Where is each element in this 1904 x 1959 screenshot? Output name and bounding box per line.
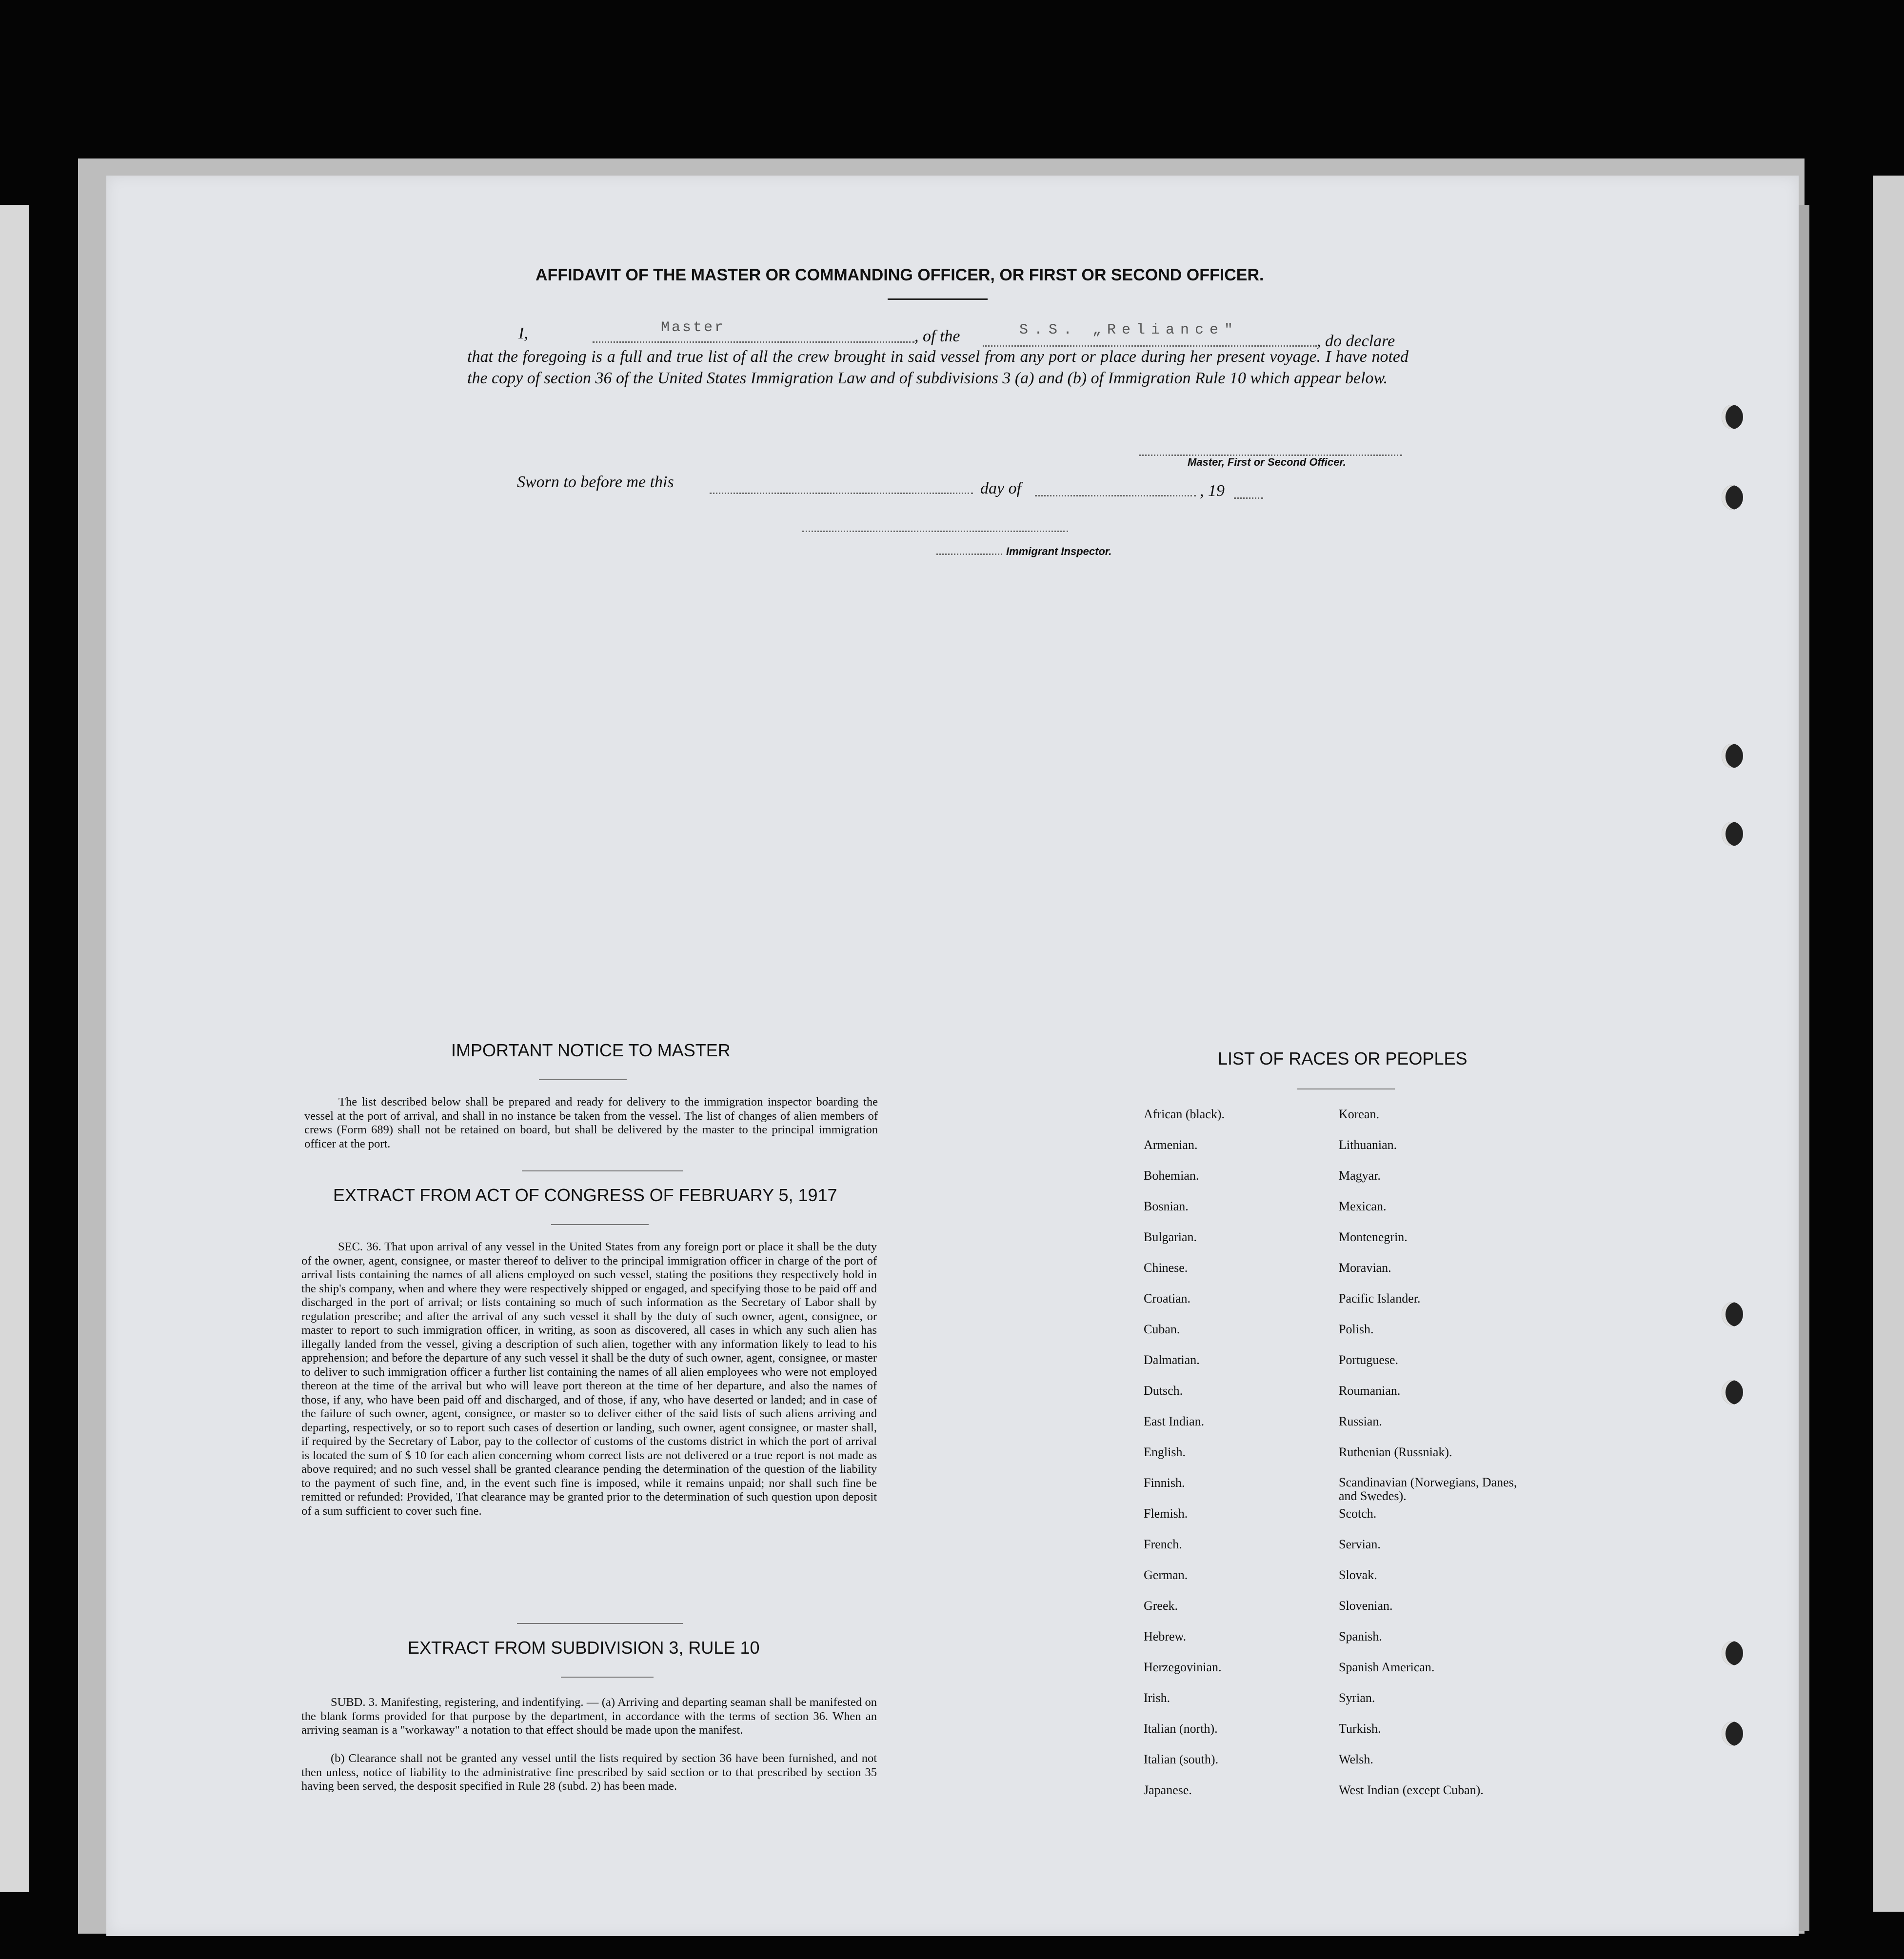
rule-text-a: SUBD. 3. Manifesting, registering, and indentifying. — (a) Arriving and departing seaman shall be manifested on the blank forms provided for that purpose by the department, in accordance with the terms of section 36. When an arriving seaman is a "workaway" a notation to that effect should be made upon the manifest. bbox=[301, 1696, 877, 1737]
race-item: English. bbox=[1144, 1445, 1186, 1459]
officer-signature-caption: Master, First or Second Officer. bbox=[1188, 456, 1346, 468]
race-item: Magyar. bbox=[1339, 1168, 1381, 1183]
race-item: Italian (north). bbox=[1144, 1722, 1218, 1736]
binder-hole bbox=[1722, 744, 1743, 768]
day-fill-line bbox=[710, 493, 973, 494]
race-item: Finnish. bbox=[1144, 1476, 1185, 1490]
master-fill-line bbox=[593, 341, 914, 343]
race-item: Ruthenian (Russniak). bbox=[1339, 1445, 1452, 1459]
notice-text: The list described below shall be prepared and ready for delivery to the immigration inspector boarding the vessel at the port of arrival, and shall in no instance be taken from the vessel. The list of changes of alien members of crews (Form 689) shall not be retained on board, but shall be delivered by the master to the principal immigration officer at the port. bbox=[304, 1095, 878, 1150]
typed-vessel-name: S.S. „Reliance" bbox=[1019, 322, 1239, 338]
notice-title: IMPORTANT NOTICE TO MASTER bbox=[451, 1040, 731, 1060]
race-item: Chinese. bbox=[1144, 1261, 1188, 1275]
document-page bbox=[106, 176, 1799, 1936]
affidavit-i: I, bbox=[518, 324, 528, 342]
race-item: Scandinavian (Norwegians, Danes, and Swedes). bbox=[1339, 1475, 1517, 1503]
race-item: German. bbox=[1144, 1568, 1188, 1582]
race-item: Herzegovinian. bbox=[1144, 1660, 1222, 1674]
race-item: Hebrew. bbox=[1144, 1629, 1187, 1643]
races-title: LIST OF RACES OR PEOPLES bbox=[1218, 1049, 1468, 1069]
page-stack-edge bbox=[1799, 205, 1809, 1931]
typed-master: Master bbox=[661, 319, 726, 336]
race-item: Slovak. bbox=[1339, 1568, 1377, 1582]
race-item: Turkish. bbox=[1339, 1722, 1381, 1736]
race-item: Pacific Islander. bbox=[1339, 1291, 1421, 1306]
of-the-text: , of the bbox=[914, 327, 960, 345]
binder-hole bbox=[1722, 405, 1743, 429]
race-item: Bohemian. bbox=[1144, 1168, 1199, 1183]
race-item: Slovenian. bbox=[1339, 1599, 1393, 1613]
races-rule bbox=[1297, 1088, 1395, 1089]
notice-separator bbox=[522, 1170, 683, 1171]
binder-hole bbox=[1722, 1302, 1743, 1326]
race-item: Welsh. bbox=[1339, 1752, 1373, 1766]
title-underline bbox=[888, 298, 988, 300]
race-item: Greek. bbox=[1144, 1599, 1178, 1613]
race-item: Italian (south). bbox=[1144, 1752, 1219, 1766]
race-item: Montenegrin. bbox=[1339, 1230, 1408, 1244]
binder-hole bbox=[1722, 485, 1743, 510]
race-item: French. bbox=[1144, 1537, 1182, 1551]
inspector-short-line bbox=[936, 554, 1002, 555]
race-item: East Indian. bbox=[1144, 1414, 1205, 1428]
race-item: Mexican. bbox=[1339, 1199, 1387, 1213]
race-item: Spanish American. bbox=[1339, 1660, 1435, 1674]
race-item: Russian. bbox=[1339, 1414, 1382, 1428]
act-rule bbox=[551, 1224, 649, 1225]
scan-left-margin bbox=[0, 205, 29, 1892]
do-declare-text: , do declare bbox=[1317, 332, 1395, 350]
race-item: Dutsch. bbox=[1144, 1384, 1183, 1398]
race-item: Japanese. bbox=[1144, 1783, 1192, 1797]
races-right-column bbox=[1339, 1107, 1529, 1814]
binder-hole bbox=[1722, 1641, 1743, 1665]
race-item: Polish. bbox=[1339, 1322, 1374, 1336]
race-item: Cuban. bbox=[1144, 1322, 1180, 1336]
sworn-text: Sworn to before me this bbox=[517, 473, 674, 491]
race-item: Dalmatian. bbox=[1144, 1353, 1200, 1367]
affidavit-title: AFFIDAVIT OF THE MASTER OR COMMANDING OFFICER, OR FIRST OR SECOND OFFICER. bbox=[536, 266, 1264, 284]
race-item: African (black). bbox=[1144, 1107, 1225, 1121]
scan-right-margin bbox=[1873, 176, 1904, 1912]
race-item: Scotch. bbox=[1339, 1506, 1377, 1521]
race-item: Irish. bbox=[1144, 1691, 1170, 1705]
affidavit-statement: that the foregoing is a full and true list of all the crew brought in said vessel from any port or place during her present voyage. I have noted the copy of section 36 of the United States Immigration Law and of subdivisions 3 (a) and (b) of Immigration Rule 10 which appear below. bbox=[467, 348, 1408, 387]
race-item: Syrian. bbox=[1339, 1691, 1375, 1705]
race-item: Moravian. bbox=[1339, 1261, 1391, 1275]
binder-hole bbox=[1722, 1380, 1743, 1405]
year-fill-line bbox=[1234, 497, 1263, 499]
race-item: Roumanian. bbox=[1339, 1384, 1401, 1398]
race-item: Spanish. bbox=[1339, 1629, 1382, 1643]
rule-rule bbox=[561, 1677, 654, 1678]
binder-hole bbox=[1722, 822, 1743, 846]
act-separator bbox=[517, 1623, 683, 1624]
month-fill-line bbox=[1035, 495, 1196, 496]
year-prefix: , 19 bbox=[1200, 482, 1225, 500]
race-item: Servian. bbox=[1339, 1537, 1381, 1551]
race-item: Bulgarian. bbox=[1144, 1230, 1197, 1244]
race-item: Lithuanian. bbox=[1339, 1138, 1397, 1152]
rule-title: EXTRACT FROM SUBDIVISION 3, RULE 10 bbox=[408, 1638, 760, 1658]
race-item: Portuguese. bbox=[1339, 1353, 1399, 1367]
act-text: SEC. 36. That upon arrival of any vessel in the United States from any foreign port or place it shall be the duty of the owner, agent, consignee, or master thereof to deliver to the principal immigration officer in charge of the port of arrival lists containing the names of all aliens employed on such vessel, stating the positions they respectively hold in the ship's company, when and where they were respectively shipped or engaged, and specifying those to be paid off and discharged in the port of arrival; or lists containing so much of such information as the Secretary of Labor shall by regulation prescribe; and after the arrival of any such vessel it shall by the duty of such owner, agent, consignee, or master to report to such immigration officer, in writing, as soon as discovered, all cases in which any such alien has illegally landed from the vessel, giving a description of such alien, together with any information likely to lead to his apprehension; and before the departure of any such vessel it shall be the duty of such owner, agent, consignee, or master to deliver to such immigration officer a further list containing the names of all alien employees who were not employed thereon at the time of the arrival but who will leave port thereon at the time of her departure, and also the names of those, if any, who have been paid off and discharged, and of those, if any, who have deserted or landed; and in case of the failure of such owner, agent, consignee, or master so to deliver either of the said lists of such aliens arriving and departing, respectively, or so to report such cases of desertion or landing, such owner, agent consignee, or master shall, if required by the Secretary of Labor, pay to the collector of customs of the customs district in which the port of arrival is located the sum of $ 10 for each alien concerning whom correct lists are not delivered or a true report is not made as above required; and no such vessel shall be granted clearance pending the determination of the question of the liability to the payment of such fine, and, in the event such fine is imposed, while it remains unpaid; nor shall such fine be remitted or refunded: Provided, That clearance may be granted prior to the determination of such question upon deposit of a sum sufficient to cover such fine. bbox=[301, 1240, 877, 1518]
race-item: Croatian. bbox=[1144, 1291, 1191, 1306]
races-left-column bbox=[1144, 1107, 1225, 1814]
binder-hole bbox=[1722, 1722, 1743, 1746]
inspector-caption: Immigrant Inspector. bbox=[1006, 545, 1112, 557]
act-title: EXTRACT FROM ACT OF CONGRESS OF FEBRUARY 5, 1917 bbox=[333, 1185, 837, 1205]
rule-text-b: (b) Clearance shall not be granted any vessel until the lists required by section 36 have been furnished, and not then unless, notice of liability to the administrative fine prescribed by said section or to that prescribed by section 35 having been served, the desposit specified in Rule 28 (subd. 2) has been made. bbox=[301, 1752, 877, 1793]
day-of-text: day of bbox=[980, 479, 1022, 497]
notice-rule bbox=[539, 1079, 627, 1080]
race-item: Flemish. bbox=[1144, 1506, 1188, 1521]
race-item: Korean. bbox=[1339, 1107, 1380, 1121]
race-item: Bosnian. bbox=[1144, 1199, 1189, 1213]
race-item: West Indian (except Cuban). bbox=[1339, 1783, 1484, 1797]
race-item: Armenian. bbox=[1144, 1138, 1198, 1152]
inspector-signature-line bbox=[802, 531, 1068, 532]
